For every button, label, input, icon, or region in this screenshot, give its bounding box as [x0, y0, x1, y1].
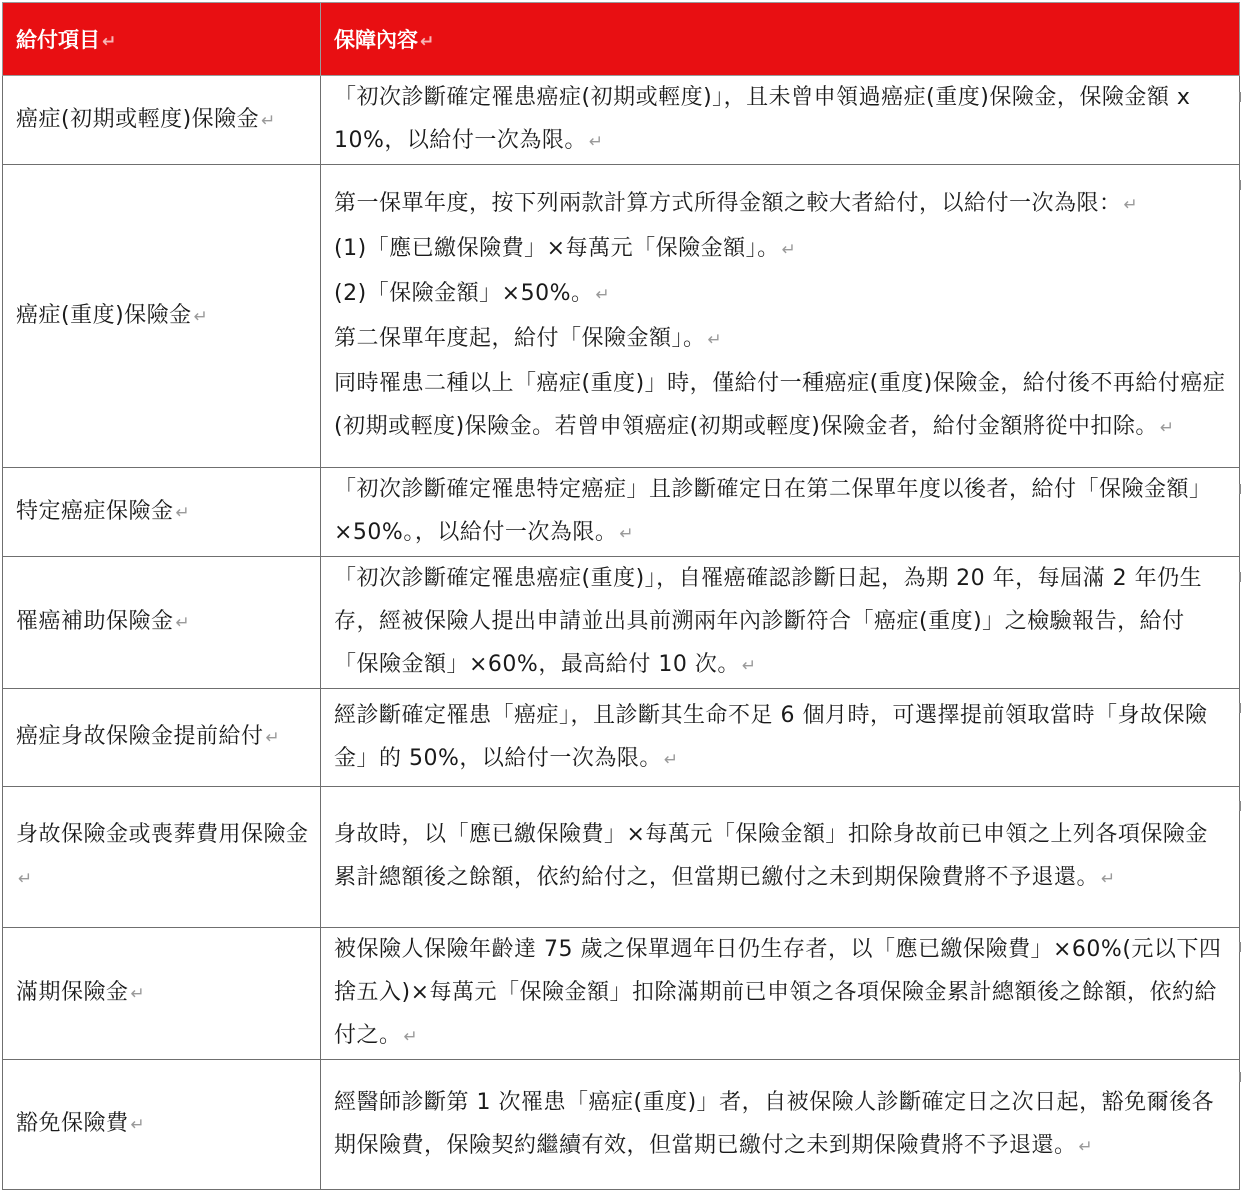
benefit-content-text: 第一保單年度，按下列兩款計算方式所得金額之較大者給付，以給付一次為限：	[334, 191, 1122, 216]
benefit-content-text: 身故時，以「應已繳保險費」×每萬元「保險金額」扣除身故前已申領之上列各項保險金累計總額後之餘額，依約給付之，但當期已繳付之未到期保險費將不予退還。	[334, 822, 1208, 890]
return-icon: ↵	[741, 656, 757, 676]
benefit-item-cell	[3, 689, 321, 787]
return-icon: ↵	[707, 330, 723, 350]
table-row	[3, 165, 1240, 468]
header-cell-item	[3, 3, 321, 76]
row-end-mark	[1239, 180, 1241, 190]
benefit-item-label: 癌症(重度)保險金	[16, 302, 192, 328]
header-cell-content	[321, 3, 1240, 76]
table-row	[3, 787, 1240, 928]
row-end-mark	[1239, 703, 1241, 713]
row-end-mark	[1239, 801, 1241, 811]
return-icon: ↵	[175, 613, 191, 633]
benefit-content-text: 「初次診斷確定罹患特定癌症」且診斷確定日在第二保單年度以後者，給付「保險金額」×50%。，以給付一次為限。	[334, 477, 1212, 545]
benefit-content-cell	[321, 468, 1240, 557]
benefit-content-text: 「初次診斷確定罹患癌症(重度)」，自罹癌確認診斷日起，為期 20 年，每屆滿 2 年仍生存，經被保險人提出申請並出具前溯兩年內診斷符合「癌症(重度)」之檢驗報告，給付「保險金額」×60%，最高給付 10 次。	[334, 566, 1203, 677]
content-paragraph	[334, 227, 1229, 272]
benefit-content-text: 經診斷確定罹患「癌症」，且診斷其生命不足 6 個月時，可選擇提前領取當時「身故保險金」的 50%，以給付一次為限。	[334, 702, 1208, 771]
return-icon: ↵	[1101, 869, 1116, 889]
return-icon: ↵	[588, 132, 604, 152]
return-icon: ↵	[420, 32, 435, 52]
benefit-item-label: 癌症(初期或輕度)保險金	[16, 106, 260, 132]
header-content-label: 保障內容	[334, 28, 418, 52]
return-icon: ↵	[619, 524, 635, 544]
return-icon: ↵	[18, 869, 33, 889]
content-paragraph	[334, 362, 1229, 450]
benefit-item-label: 特定癌症保險金	[16, 498, 174, 524]
return-icon: ↵	[781, 240, 797, 260]
benefit-content-cell	[321, 1060, 1240, 1190]
benefit-item-cell	[3, 787, 321, 928]
return-icon: ↵	[130, 1115, 146, 1135]
benefit-content-text: 經醫師診斷第 1 次罹患「癌症(重度)」者，自被保險人診斷確定日之次日起，豁免爾後各期保險費，保險契約繼續有效，但當期已繳付之未到期保險費將不予退還。	[334, 1089, 1215, 1158]
benefit-content-text: (1)「應已繳保險費」×每萬元「保險金額」。	[334, 236, 780, 261]
table-row	[3, 557, 1240, 689]
benefits-table	[2, 2, 1240, 1190]
benefit-item-cell	[3, 165, 321, 468]
header-item-label: 給付項目	[16, 28, 100, 52]
benefit-item-cell	[3, 1060, 321, 1190]
benefit-content-text: 「初次診斷確定罹患癌症(初期或輕度)」，且未曾申領過癌症(重度)保險金，保險金額 x 10%，以給付一次為限。	[334, 85, 1191, 153]
benefit-item-label: 豁免保險費	[16, 1111, 129, 1136]
content-paragraph	[334, 182, 1229, 227]
table-row	[3, 689, 1240, 787]
return-icon: ↵	[1159, 418, 1175, 438]
benefit-item-cell	[3, 557, 321, 689]
benefit-content-text: (2)「保險金額」×50%。	[334, 281, 594, 306]
benefit-content-text: 被保險人保險年齡達 75 歲之保單週年日仍生存者，以「應已繳保險費」×60%(元以下四捨五入)×每萬元「保險金額」扣除滿期前已申領之各項保險金累計總額後之餘額，依約給付之。	[334, 937, 1222, 1048]
content-paragraph	[334, 272, 1229, 317]
benefit-item-label: 身故保險金或喪葬費用保險金	[16, 822, 309, 847]
benefit-content-cell	[321, 165, 1240, 468]
benefit-item-label: 罹癌補助保險金	[16, 609, 174, 634]
return-icon: ↵	[130, 984, 146, 1004]
table-row	[3, 928, 1240, 1060]
return-icon: ↵	[175, 502, 191, 523]
return-icon: ↵	[1078, 1136, 1094, 1157]
return-icon: ↵	[595, 285, 611, 305]
table-row	[3, 76, 1240, 165]
benefit-item-label: 滿期保險金	[16, 980, 129, 1005]
benefit-item-cell	[3, 468, 321, 557]
benefit-content-cell	[321, 928, 1240, 1060]
benefit-item-cell	[3, 76, 321, 165]
benefit-content-cell	[321, 76, 1240, 165]
table-row	[3, 468, 1240, 557]
header-row	[3, 3, 1240, 76]
row-end-mark	[1239, 484, 1241, 494]
table-row	[3, 1060, 1240, 1190]
return-icon: ↵	[261, 110, 276, 131]
row-end-mark	[1239, 942, 1241, 952]
benefit-content-cell	[321, 787, 1240, 928]
return-icon: ↵	[102, 32, 117, 52]
row-end-mark	[1239, 1072, 1241, 1082]
content-paragraph	[334, 317, 1229, 362]
row-end-mark	[1239, 572, 1241, 582]
return-icon: ↵	[265, 728, 281, 748]
return-icon: ↵	[1123, 195, 1139, 215]
benefit-content-text: 第二保單年度起，給付「保險金額」。	[334, 326, 706, 351]
return-icon: ↵	[403, 1027, 419, 1047]
benefit-item-cell	[3, 928, 321, 1060]
return-icon: ↵	[663, 749, 679, 770]
benefit-item-label: 癌症身故保險金提前給付	[16, 724, 264, 749]
benefit-content-cell	[321, 557, 1240, 689]
row-end-mark	[1239, 92, 1241, 102]
return-icon: ↵	[193, 306, 209, 327]
benefit-content-cell	[321, 689, 1240, 787]
benefit-content-text: 同時罹患二種以上「癌症(重度)」時，僅給付一種癌症(重度)保險金，給付後不再給付癌症(初期或輕度)保險金。若曾申領癌症(初期或輕度)保險金者，給付金額將從中扣除。	[334, 371, 1226, 439]
